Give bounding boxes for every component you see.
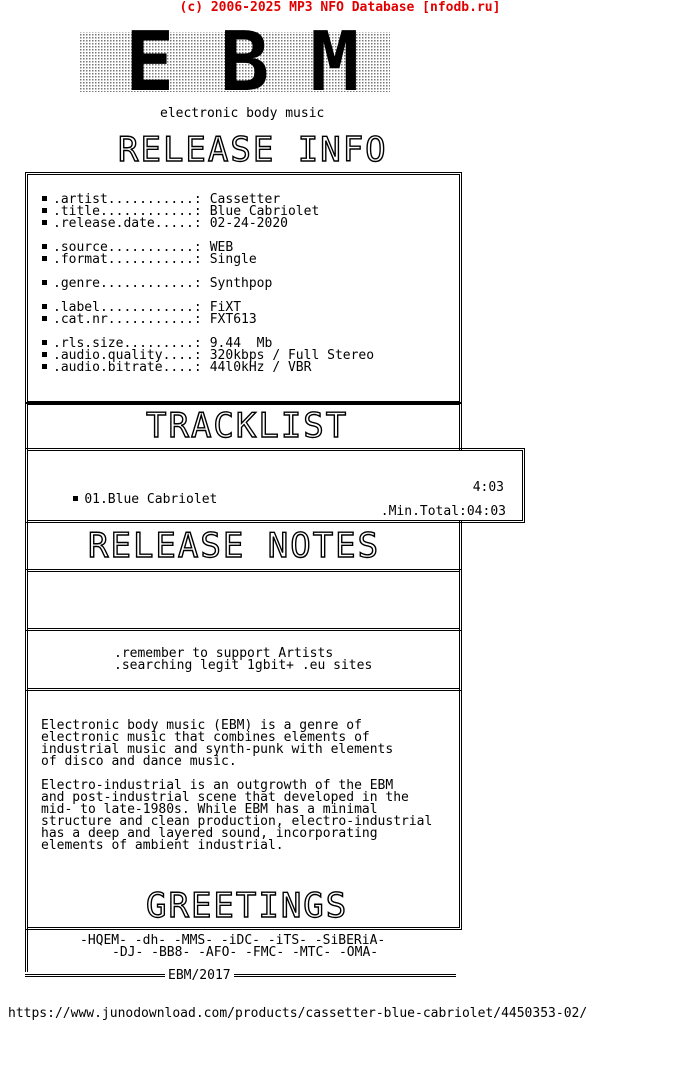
info-field-row: [42, 362, 374, 374]
bullet-icon: [73, 496, 78, 501]
info-field-row: [42, 218, 374, 230]
info-field-key: .rls.size.........:: [53, 336, 202, 351]
bullet-icon: [42, 316, 47, 321]
source-url-link[interactable]: https://www.junodownload.com/products/cassetter-blue-cabriolet/4450353-02/: [8, 1006, 588, 1021]
notes-line: of disco and dance music.: [41, 754, 237, 769]
info-field-value: Synthpop: [209, 276, 273, 291]
info-field-key: .title............:: [53, 204, 202, 219]
info-field-value: 44l0kHz / VBR: [209, 360, 312, 375]
tracklist-box: [25, 448, 525, 523]
logo-subtitle: electronic body music: [160, 106, 325, 121]
bullet-icon: [42, 220, 47, 225]
bullet-icon: [42, 196, 47, 201]
signature: EBM/2017: [168, 968, 231, 983]
info-field-value: Cassetter: [209, 192, 281, 207]
bullet-icon: [42, 340, 47, 345]
notes-line: electronic music that combines elements of: [41, 730, 370, 745]
notes-line: Electronic body music (EBM) is a genre of: [41, 718, 362, 733]
track-duration: 4:03: [472, 480, 504, 495]
support-line-2: .searching legit 1gbit+ .eu sites: [114, 658, 373, 673]
logo-letter-b: B: [220, 15, 270, 110]
release-notes-title: RELEASE NOTES: [88, 526, 381, 566]
release-info-box: [25, 172, 462, 404]
info-field-row: [42, 314, 374, 326]
info-field-row: [42, 254, 374, 266]
notes-line: structure and clean production, electro-industrial: [41, 814, 433, 829]
logo-letter-e: E: [125, 15, 175, 110]
tracklist-title: TRACKLIST: [146, 406, 349, 446]
info-field-key: .label............:: [53, 300, 202, 315]
notes-line: industrial music and synth-punk with elements: [41, 742, 394, 757]
bullet-icon: [42, 364, 47, 369]
bullet-icon: [42, 352, 47, 357]
info-field-value: 320kbps / Full Stereo: [209, 348, 375, 363]
logo-letter-m: M: [310, 15, 360, 110]
release-info-fields: [42, 194, 374, 374]
info-field-value: 9.44 Mb: [209, 336, 273, 351]
tracklist-total: .Min.Total:04:03: [380, 504, 506, 519]
notes-line: Electro-industrial is an outgrowth of the EBM: [41, 778, 394, 793]
greetings-title: GREETINGS: [146, 886, 349, 926]
info-field-value: WEB: [209, 240, 234, 255]
notes-line: elements of ambient industrial.: [41, 838, 284, 853]
info-field-key: .release.date.....:: [53, 216, 202, 231]
greetings-line-2: -DJ- -BB8- -AFO- -FMC- -MTC- -OMA-: [112, 945, 379, 960]
info-field-value: 02-24-2020: [209, 216, 288, 231]
info-field-value: Single: [209, 252, 257, 267]
signature-rule-right: [234, 974, 456, 977]
info-field-value: FXT613: [209, 312, 257, 327]
notes-line: and post-industrial scene that developed in the: [41, 790, 409, 805]
info-field-value: Blue Cabriolet: [209, 204, 320, 219]
release-info-title: RELEASE INFO: [118, 130, 388, 170]
info-field-key: .format...........:: [53, 252, 202, 267]
info-field-key: .artist...........:: [53, 192, 202, 207]
greetings-box: [25, 928, 462, 972]
bullet-icon: [42, 280, 47, 285]
info-field-key: .cat.nr...........:: [53, 312, 202, 327]
bullet-icon: [42, 208, 47, 213]
info-field-key: .audio.bitrate....:: [53, 360, 202, 375]
notes-line: has a deep and layered sound, incorporating: [41, 826, 378, 841]
track-name: 01.Blue Cabriolet: [84, 492, 218, 507]
info-field-row: [42, 278, 374, 290]
release-notes-empty-box: [25, 569, 462, 631]
info-field-key: .source...........:: [53, 240, 202, 255]
info-field-key: .audio.quality....:: [53, 348, 202, 363]
signature-rule-left: [25, 974, 165, 977]
bullet-icon: [42, 256, 47, 261]
info-field-value: FiXT: [209, 300, 242, 315]
bullet-icon: [42, 304, 47, 309]
notes-line: mid- to late-1980s. While EBM has a minimal: [41, 802, 378, 817]
greetings-line-1: -HQEM- -dh- -MMS- -iDC- -iTS- -SiBERiA-: [80, 933, 386, 948]
notes-text: [41, 720, 432, 852]
support-line-1: .remember to support Artists: [114, 646, 334, 661]
copyright-header: (c) 2006-2025 MP3 NFO Database [nfodb.ru]: [179, 0, 501, 15]
bullet-icon: [42, 244, 47, 249]
info-field-key: .genre............:: [53, 276, 202, 291]
support-box: [25, 629, 462, 691]
ebm-logo: [80, 15, 390, 110]
